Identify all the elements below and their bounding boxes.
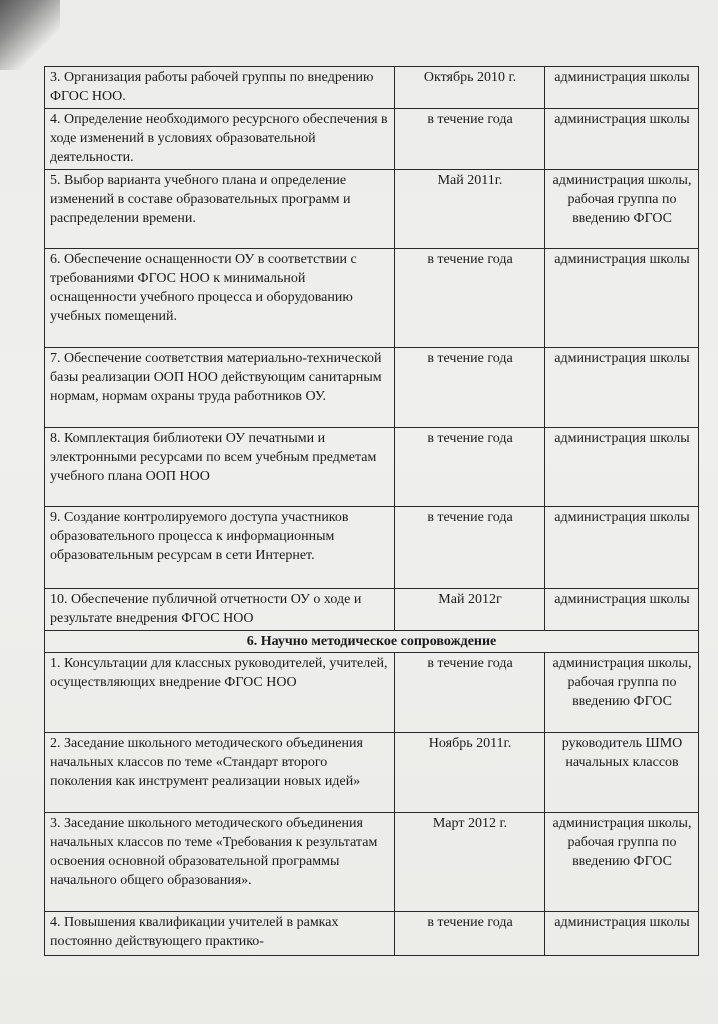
responsible-cell: администрация школы [545,249,699,348]
date-cell: в течение года [395,428,545,507]
task-cell: 4. Повышения квалификации учителей в рамках постоянно действующего практико- [45,912,395,956]
date-cell: в течение года [395,249,545,348]
table-row [45,813,699,912]
responsible-cell: администрация школы [545,428,699,507]
date-cell: в течение года [395,109,545,170]
section-header-row [45,631,699,653]
responsible-cell: администрация школы [545,507,699,589]
table-row [45,507,699,589]
date-cell: в течение года [395,348,545,428]
responsible-cell: администрация школы [545,589,699,631]
responsible-cell: администрация школы, рабочая группа по введению ФГОС [545,813,699,912]
responsible-cell: администрация школы, рабочая группа по введению ФГОС [545,170,699,249]
responsible-cell: администрация школы [545,109,699,170]
table-row [45,589,699,631]
date-cell: в течение года [395,912,545,956]
table-row [45,428,699,507]
scan-edge-shadow [0,0,60,70]
plan-table-body [45,67,699,956]
date-cell: Май 2011г. [395,170,545,249]
date-cell: Май 2012г [395,589,545,631]
table-row [45,912,699,956]
task-cell: 4. Определение необходимого ресурсного обеспечения в ходе изменений в условиях образовательной деятельности. [45,109,395,170]
table-row [45,109,699,170]
table-row [45,653,699,733]
date-cell: Октябрь 2010 г. [395,67,545,109]
table-row [45,249,699,348]
responsible-cell: администрация школы [545,67,699,109]
responsible-cell: руководитель ШМО начальных классов [545,733,699,813]
table-row [45,67,699,109]
task-cell: 8. Комплектация библиотеки ОУ печатными и электронными ресурсами по всем учебным предметам учебного плана ООП НОО [45,428,395,507]
responsible-cell: администрация школы [545,348,699,428]
date-cell: в течение года [395,653,545,733]
task-cell: 7. Обеспечение соответствия материально-технической базы реализации ООП НОО действующим санитарным нормам, нормам охраны труда работников ОУ. [45,348,395,428]
task-cell: 1. Консультации для классных руководителей, учителей, осуществляющих внедрение ФГОС НОО [45,653,395,733]
task-cell: 6. Обеспечение оснащенности ОУ в соответствии с требованиями ФГОС НОО к минимальной оснащенности учебного процесса и оборудованию учебных помещений. [45,249,395,348]
task-cell: 9. Создание контролируемого доступа участников образовательного процесса к информационным образовательным ресурсам в сети Интернет. [45,507,395,589]
section-title: 6. Научно методическое сопровождение [45,631,699,653]
plan-table [44,66,699,956]
date-cell: в течение года [395,507,545,589]
task-cell: 5. Выбор варианта учебного плана и определение изменений в составе образовательных программ и распределении времени. [45,170,395,249]
task-cell: 10. Обеспечение публичной отчетности ОУ о ходе и результате внедрения ФГОС НОО [45,589,395,631]
task-cell: 3. Организация работы рабочей группы по внедрению ФГОС НОО. [45,67,395,109]
table-row [45,170,699,249]
task-cell: 2. Заседание школьного методического объединения начальных классов по теме «Стандарт второго поколения как инструмент реализации новых идей» [45,733,395,813]
table-row [45,348,699,428]
date-cell: Март 2012 г. [395,813,545,912]
responsible-cell: администрация школы [545,912,699,956]
responsible-cell: администрация школы, рабочая группа по введению ФГОС [545,653,699,733]
date-cell: Ноябрь 2011г. [395,733,545,813]
task-cell: 3. Заседание школьного методического объединения начальных классов по теме «Требования к результатам освоения основной образовательной программы начального общего образования». [45,813,395,912]
table-row [45,733,699,813]
